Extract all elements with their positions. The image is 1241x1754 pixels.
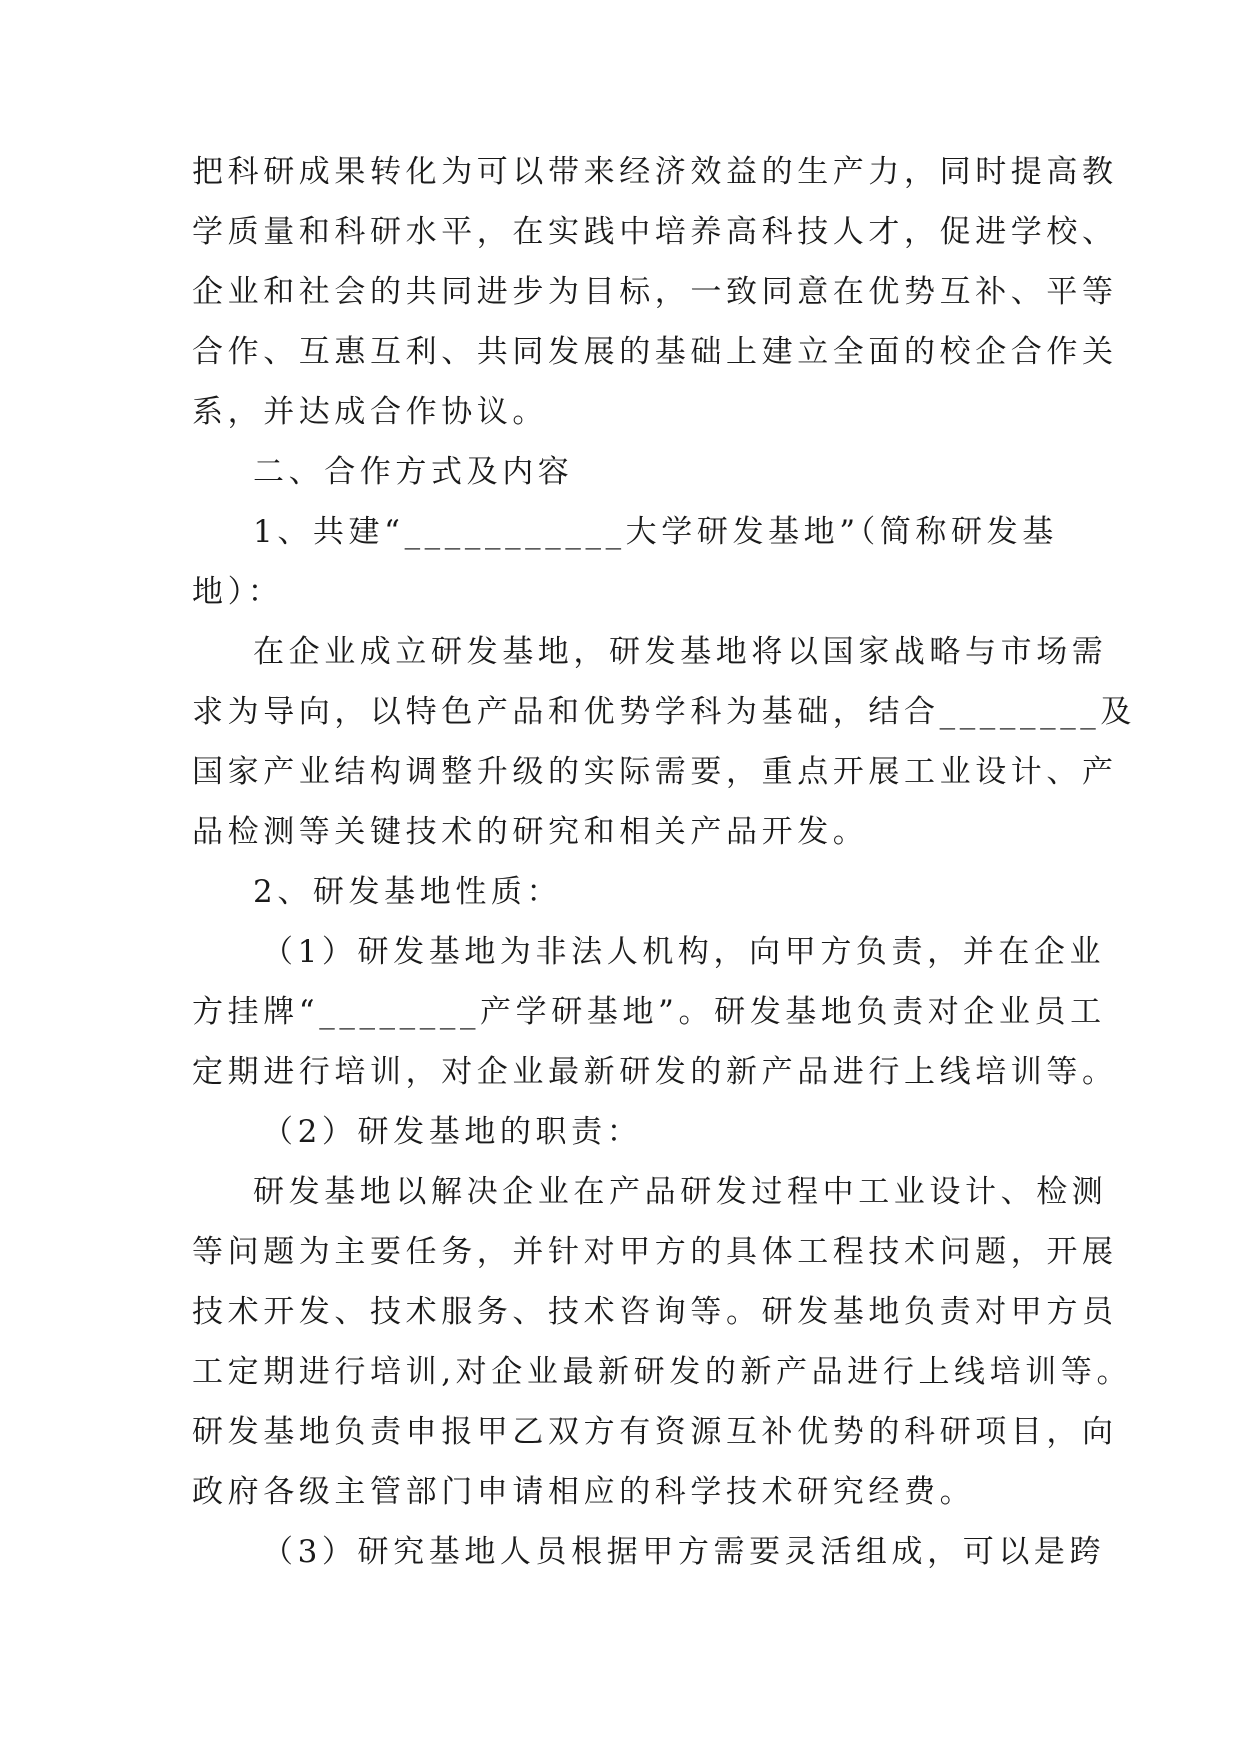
section-heading: 二、合作方式及内容 — [253, 454, 574, 490]
paragraph-line: 在企业成立研发基地，研发基地将以国家战略与市场需 — [253, 634, 1108, 670]
paragraph-line: 等问题为主要任务，并针对甲方的具体工程技术问题，开展 — [192, 1234, 1118, 1270]
subsection-heading: 1、共建“___________大学研发基地”（简称研发基 — [253, 514, 1058, 550]
paragraph-line: 研发基地负责申报甲乙双方有资源互补优势的科研项目，向 — [192, 1414, 1118, 1450]
paragraph-line: （1）研发基地为非法人机构，向甲方负责，并在企业 — [262, 934, 1106, 970]
paragraph-line: 把科研成果转化为可以带来经济效益的生产力，同时提高教 — [192, 154, 1118, 190]
paragraph-line: 方挂牌“________产学研基地”。研发基地负责对企业员工 — [192, 994, 1106, 1030]
paragraph-line: 政府各级主管部门申请相应的科学技术研究经费。 — [192, 1474, 976, 1510]
paragraph-line: 研发基地以解决企业在产品研发过程中工业设计、检测 — [253, 1174, 1108, 1210]
subsection-heading: （2）研发基地的职责： — [262, 1114, 643, 1150]
subsection-heading: 2、研发基地性质： — [253, 874, 563, 910]
paragraph-line: 国家产业结构调整升级的实际需要，重点开展工业设计、产 — [192, 754, 1118, 790]
paragraph-line: 合作、互惠互利、共同发展的基础上建立全面的校企合作关 — [192, 334, 1118, 370]
paragraph-line: 品检测等关键技术的研究和相关产品开发。 — [192, 814, 869, 850]
paragraph-line: 工定期进行培训,对企业最新研发的新产品进行上线培训等。 — [192, 1354, 1133, 1390]
paragraph-line: 学质量和科研水平，在实践中培养高科技人才，促进学校、 — [192, 214, 1118, 250]
paragraph-line: 定期进行培训，对企业最新研发的新产品进行上线培训等。 — [192, 1054, 1118, 1090]
paragraph-line: （3）研究基地人员根据甲方需要灵活组成，可以是跨 — [262, 1534, 1106, 1570]
paragraph-line: 求为导向，以特色产品和优势学科为基础，结合________及 — [192, 694, 1136, 730]
paragraph-line: 企业和社会的共同进步为目标，一致同意在优势互补、平等 — [192, 274, 1118, 310]
paragraph-line: 系，并达成合作协议。 — [192, 394, 548, 430]
paragraph-line: 技术开发、技术服务、技术咨询等。研发基地负责对甲方员 — [192, 1294, 1118, 1330]
paragraph-line: 地）： — [192, 574, 284, 610]
